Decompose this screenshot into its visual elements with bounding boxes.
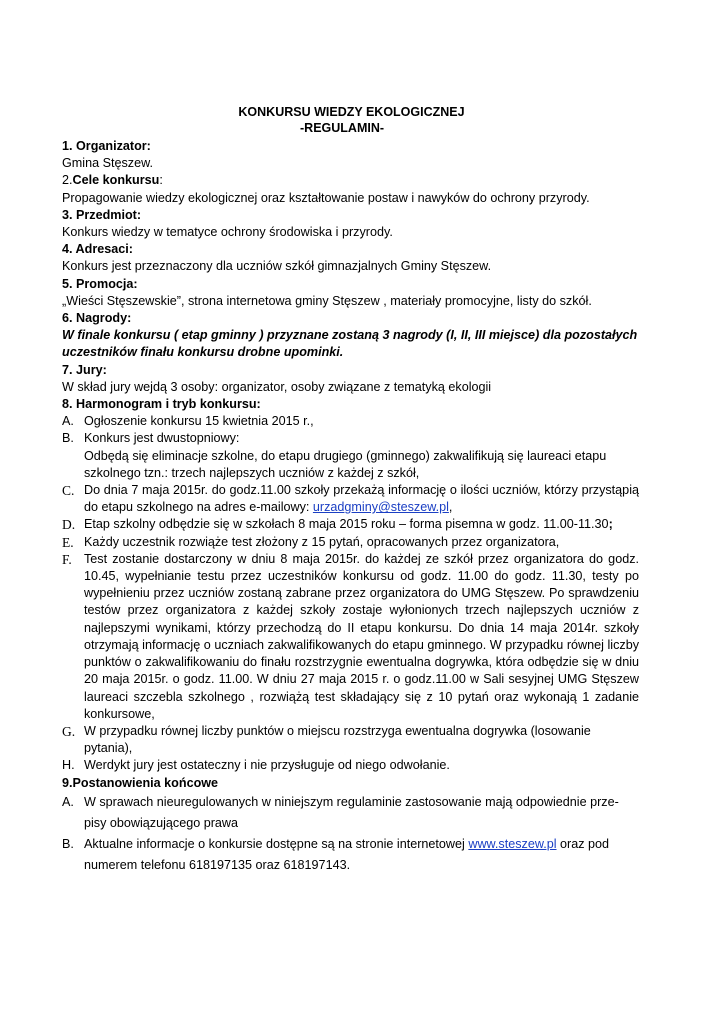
section-3-text: Konkurs wiedzy w tematyce ochrony środowiska i przyrody. bbox=[62, 225, 393, 240]
list-item-8b bbox=[62, 430, 639, 447]
section-4-text: Konkurs jest przeznaczony dla uczniów szkół gimnazjalnych Gminy Stęszew. bbox=[62, 259, 492, 274]
list-marker: A. bbox=[62, 414, 74, 429]
section-8-heading: 8. Harmonogram i tryb konkursu: bbox=[62, 397, 261, 412]
list-marker: D. bbox=[62, 517, 76, 533]
section-7-heading: 7. Jury: bbox=[62, 362, 107, 377]
list-item-text-end: , bbox=[448, 500, 453, 515]
section-4-heading: 4. Adresaci: bbox=[62, 242, 133, 257]
list-item-text bbox=[84, 516, 639, 533]
list-item-9a bbox=[62, 792, 639, 834]
section-2-heading bbox=[62, 172, 639, 189]
document-title: KONKURSU WIEDZY EKOLOGICZNEJ bbox=[238, 105, 465, 119]
list-item-text: Werdykt jury jest ostateczny i nie przysługuje od niego odwołanie. bbox=[84, 758, 450, 773]
section-6-heading: 6. Nagrody: bbox=[62, 311, 132, 326]
list-item-text-body: Aktualne informacje o konkursie dostępne są na stronie internetowej bbox=[84, 836, 469, 851]
list-marker: H. bbox=[62, 758, 75, 773]
list-marker: E. bbox=[62, 534, 74, 550]
regulations-body bbox=[62, 138, 639, 876]
list-marker: G. bbox=[62, 723, 76, 739]
list-item-8a bbox=[62, 413, 639, 430]
list-item-8d bbox=[62, 516, 639, 533]
section-3-heading: 3. Przedmiot: bbox=[62, 207, 142, 222]
section-5-text: „Wieści Stęszewskie”, strona internetowa gminy Stęszew , materiały promocyjne, listy do szkół. bbox=[62, 293, 592, 308]
section-2-number: 2. bbox=[62, 173, 73, 188]
section-2-colon: : bbox=[159, 173, 163, 188]
section-7-text: W skład jury wejdą 3 osoby: organizator, osoby związane z tematyką ekologii bbox=[62, 379, 492, 394]
list-item-text: W przypadku równej liczby punktów o miejscu rozstrzyga ewentualna dogrywka (losowanie pytania), bbox=[84, 723, 591, 756]
list-item-text: Test zostanie dostarczony w dniu 8 maja 2015r. do każdej ze szkół przez organizatora do godz. 10.45, wypełnianie testu przez uczestników konkursu od godz. 11.00 do godz. 11.30, testy po wypełnieniu przez uczniów zostaną zabrane przez organizatora do UMG Stęszew. Po sprawdzeniu testów przez organizatora z każdej szkoły zostaje wyłonionych trzech najlepszych uczniów z najlepszymi wynikami, którzy przechodzą do II etapu konkursu. Do dnia 14 maja 2014r. szkoły otrzymają informację o uczniach zakwalifikowanych do etapu gminnego. W przypadku równej liczby punktów o zakwalifikowaniu do finału rozstrzygnie ewentualna dogrywka, która odbędzie się w dniu 20 maja 2015r. o godz. 11.00. W dniu 27 maja 2015 r. o godz.11.00 w Sali sesyjnej UMG Stęszew laureaci szczebla szkolnego , rozwiążą test składający się z 10 pytań oraz wykonają 1 zadanie konkursowe, bbox=[84, 551, 639, 721]
list-marker: C. bbox=[62, 483, 75, 499]
list-item-8c bbox=[62, 482, 639, 516]
website-link[interactable]: www.steszew.pl bbox=[468, 836, 557, 851]
list-item-8g bbox=[62, 723, 639, 757]
list-item-text: Ogłoszenie konkursu 15 kwietnia 2015 r., bbox=[84, 414, 314, 429]
list-item-text: Każdy uczestnik rozwiąże test złożony z 15 pytań, opracowanych przez organizatora, bbox=[84, 534, 560, 549]
section-2-text: Propagowanie wiedzy ekologicznej oraz kształtowanie postaw i nawyków do ochrony przyrody. bbox=[62, 190, 590, 205]
list-item-text bbox=[84, 834, 639, 876]
list-item-text: W sprawach nieuregulowanych w niniejszym regulaminie zastosowanie mają odpowiednie prze-pisy obowiązującego prawa bbox=[84, 794, 619, 830]
section-1-heading: 1. Organizator: bbox=[62, 139, 151, 153]
list-marker: A. bbox=[62, 794, 74, 809]
section-5-heading: 5. Promocja: bbox=[62, 276, 138, 291]
list-marker: F. bbox=[62, 551, 72, 567]
list-item-8b-detail: Odbędą się eliminacje szkolne, do etapu drugiego (gminnego) zakwalifikują się laureaci etapu szkolnego tzn.: trzech najlepszych uczniów z każdej z szkół, bbox=[84, 448, 607, 480]
document-subtitle: -REGULAMIN- bbox=[300, 121, 385, 135]
list-item-8f bbox=[62, 551, 639, 723]
list-item-text-body: Do dnia 7 maja 2015r. do godz.11.00 szkoły przekażą informację o ilości uczniów, którzy przystąpią do etapu szkolnego na adres e-mailowy: bbox=[84, 483, 639, 515]
list-item-9b bbox=[62, 834, 639, 876]
list-marker: B. bbox=[62, 836, 74, 851]
list-marker: B. bbox=[62, 431, 74, 446]
list-item-8h bbox=[62, 757, 639, 774]
section-2-title: Cele konkursu bbox=[72, 173, 160, 188]
section-9-heading: 9.Postanowienia końcowe bbox=[62, 775, 219, 790]
list-item-text bbox=[84, 482, 639, 516]
list-item-8e bbox=[62, 534, 639, 551]
list-item-text-end: oraz pod numerem telefonu 618197135 oraz 618197143. bbox=[84, 836, 610, 872]
list-item-text-end: ; bbox=[608, 517, 613, 532]
list-item-text-body: Etap szkolny odbędzie się w szkołach 8 maja 2015 roku – forma pisemna w godz. 11.00-11.30 bbox=[84, 517, 609, 532]
email-link[interactable]: urzadgminy@steszew.pl bbox=[312, 500, 449, 515]
section-1-text: Gmina Stęszew. bbox=[62, 156, 153, 171]
section-6-text: W finale konkursu ( etap gminny ) przyznane zostaną 3 nagrody (I, II, III miejsce) dla pozostałych uczestników finału konkursu drobne upominki. bbox=[62, 328, 638, 360]
list-item-text: Konkurs jest dwustopniowy: bbox=[84, 431, 240, 446]
